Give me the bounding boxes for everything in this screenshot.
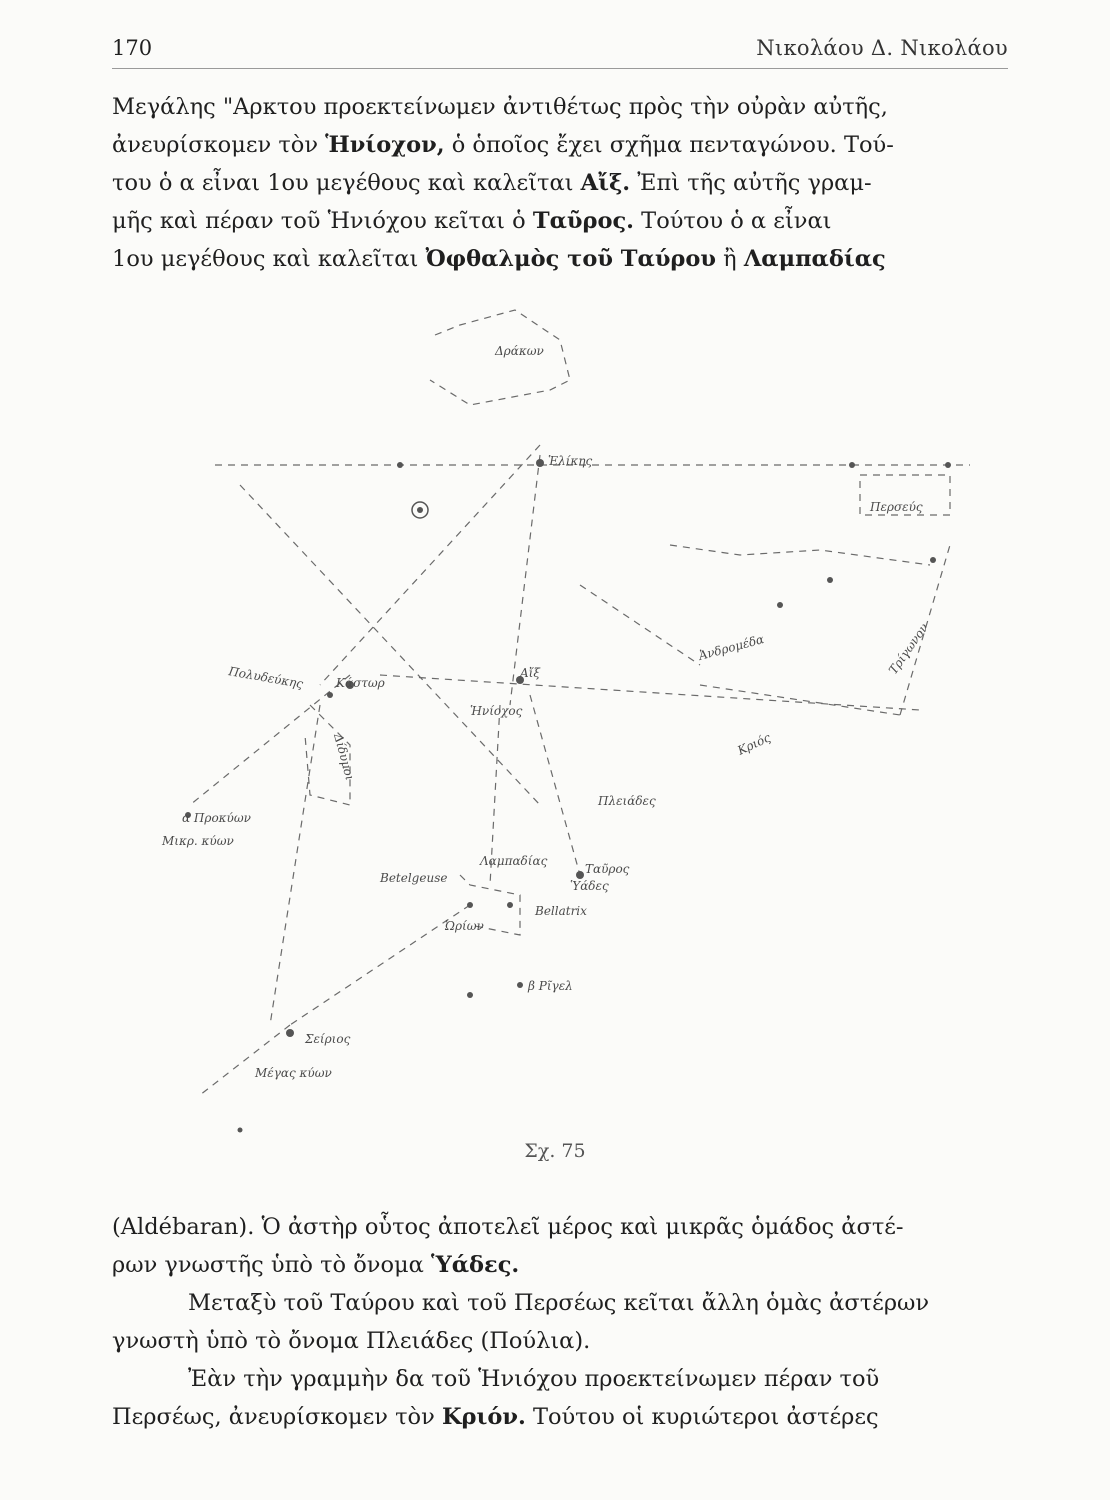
figure-caption: Σχ. 75 <box>524 1140 586 1162</box>
label-bellatrix: Bellatrix <box>535 904 587 918</box>
term-capella: Αἴξ. <box>580 170 631 196</box>
label-gemini: Δίδυμοι <box>331 732 357 782</box>
label-andromeda: Ἀνδρομέδα <box>697 632 766 663</box>
label-lampadias: Λαμπαδίας <box>480 854 548 868</box>
line-sirius-canis-major <box>200 1025 290 1095</box>
p3-line-1: Μεταξὺ τοῦ Ταύρου καὶ τοῦ Περσέως κεῖται ἄλλη ὁμὰς ἀστέρων <box>188 1290 930 1316</box>
term-hyades: Ὑάδες. <box>430 1252 520 1278</box>
line-helikes-castor <box>320 445 540 685</box>
p2-line-2: ρων γνωστῆς ὑπὸ τὸ ὄνομα Ὑάδες. <box>112 1252 520 1278</box>
term-aries: Κριόν. <box>441 1404 526 1430</box>
label-pollux: Πολυδεύκης <box>227 664 305 692</box>
star-sirius <box>286 1029 294 1037</box>
label-helikes: Ἑλίκης <box>548 454 593 468</box>
line-castor-procyon <box>190 675 350 805</box>
paragraph-4 <box>112 1360 1008 1436</box>
line-capella-taurus <box>530 695 580 875</box>
label-canis-major: Μέγας κύων <box>255 1066 332 1080</box>
label-perseus: Περσεύς <box>870 500 923 514</box>
label-aries: Κριός <box>735 730 773 758</box>
running-head: Νικολάου Δ. Νικολάου <box>756 36 1008 60</box>
p1-line-2: ἀνευρίσκομεν τὸν Ἡνίοχον, ὁ ὁποῖος ἔχει σχῆμα πενταγώνου. Τού- <box>112 132 894 158</box>
line-gemini-sirius <box>270 705 320 1025</box>
label-draco: Δράκων <box>495 344 544 358</box>
p1-line-1: Μεγάλης "Αρκτου προεκτείνωμεν ἀντιθέτως πρὸς τὴν οὐρὰν αὐτῆς, <box>112 94 888 120</box>
line-andromeda-chain <box>670 545 930 565</box>
paragraph-1 <box>112 88 1008 278</box>
term-pleiades: Πλειάδες <box>365 1328 474 1354</box>
label-castor: Κάστωρ <box>336 676 385 690</box>
star-betelgeuse <box>467 902 473 908</box>
line-orion-sirius <box>290 905 470 1025</box>
star-andromeda <box>777 602 783 608</box>
label-triangle: Τρίγωνον <box>885 620 932 677</box>
figure-labels <box>161 344 931 1080</box>
star-pollux <box>327 692 333 698</box>
label-canis-minor: Μικρ. κύων <box>162 834 234 848</box>
star-capella <box>417 507 423 513</box>
stars <box>185 459 951 1133</box>
line-andromeda <box>580 585 700 665</box>
label-pleiades: Πλειάδες <box>598 794 656 808</box>
label-rigel: β Ρῖγελ <box>528 979 573 993</box>
p4-line-1: Ἐὰν τὴν γραμμὴν δα τοῦ Ἡνιόχου προεκτείνωμεν πέραν τοῦ <box>188 1366 880 1392</box>
p1-line-3: του ὁ α εἶναι 1ου μεγέθους καὶ καλεῖται Αἴξ. Ἐπὶ τῆς αὐτῆς γραμ- <box>112 170 872 196</box>
p2-line-1: (Aldébaran). Ὁ ἀστὴρ οὗτος ἀποτελεῖ μέρος καὶ μικρᾶς ὁμάδος ἀστέ- <box>112 1214 904 1240</box>
paragraph-3 <box>112 1284 1008 1360</box>
star-triangle <box>930 557 936 563</box>
star-helikes <box>536 459 544 467</box>
label-procyon: α Προκύων <box>182 811 251 825</box>
paragraph-2 <box>112 1208 1008 1284</box>
star-chart-figure <box>140 285 1000 1155</box>
star-perseus-left <box>849 462 855 468</box>
line-castor-aries <box>380 675 920 710</box>
line-castor-diagonal <box>240 485 540 805</box>
label-capella: Αἴξ <box>520 666 540 680</box>
label-hyades: Ὑάδες <box>570 879 609 893</box>
label-betelgeuse: Betelgeuse <box>380 871 448 885</box>
star-bellatrix <box>507 902 513 908</box>
star-orion-foot <box>467 992 473 998</box>
p1-line-4: μῆς καὶ πέραν τοῦ Ἡνιόχου κεῖται ὁ Ταῦρος. Τούτου ὁ α εἶναι <box>112 208 832 234</box>
label-taurus: Ταῦρος <box>585 862 630 876</box>
line-aries <box>700 685 900 715</box>
star-canis-major-tail <box>238 1128 243 1133</box>
p1-line-5: 1ου μεγέθους καὶ καλεῖται Ὀφθαλμὸς τοῦ Ταύρου ἢ Λαμπαδίας <box>112 246 886 272</box>
term-lampadias: Λαμπαδίας <box>743 246 886 272</box>
star-perseus-right <box>945 462 951 468</box>
term-auriga: Ἡνίοχον, <box>325 132 445 158</box>
star-rigel <box>517 982 523 988</box>
p4-line-2: Περσέως, ἀνευρίσκομεν τὸν Κριόν. Τούτου οἱ κυριώτεροι ἀστέρες <box>112 1404 879 1430</box>
label-auriga: Ἡνίοχος <box>470 704 523 718</box>
star-andromeda-2 <box>827 577 833 583</box>
p3-line-2: γνωστὴ ὑπὸ τὸ ὄνομα Πλειάδες (Πούλια). <box>112 1328 591 1354</box>
chart-lines <box>190 310 970 1095</box>
page-header <box>112 36 1008 69</box>
label-orion: Ὠρίων <box>445 919 484 933</box>
star-helikes-left <box>397 462 403 468</box>
label-sirius: Σείριος <box>305 1032 351 1046</box>
page-number: 170 <box>112 36 153 60</box>
star-lampadias <box>576 871 584 879</box>
term-eye-of-taurus: Ὀφθαλμὸς τοῦ Ταύρου <box>425 246 717 272</box>
term-taurus: Ταῦρος. <box>532 208 635 234</box>
